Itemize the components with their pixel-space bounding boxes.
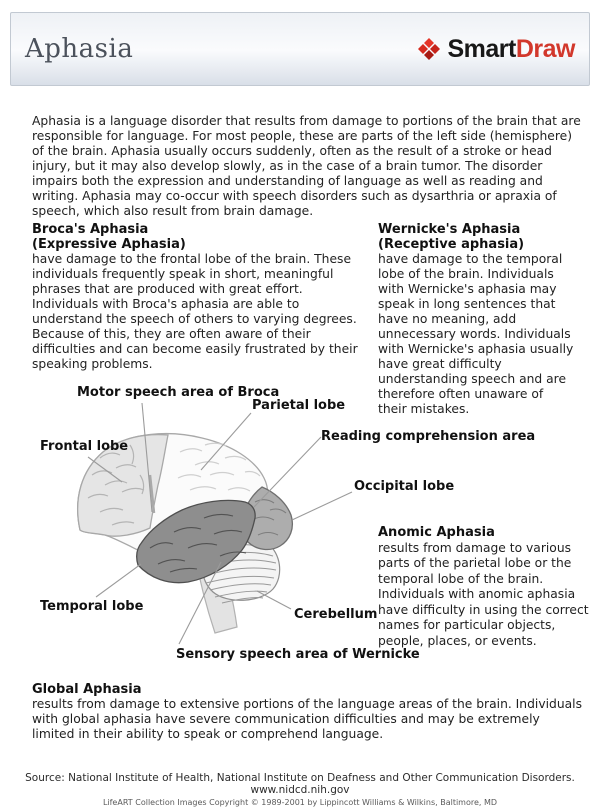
anomic-body: results from damage to various parts of the parietal lobe or the temporal lobe of the brain. Individuals with anomic aphasia have difficulty in using the correct names for particular objects, people, places, or events. xyxy=(378,540,589,648)
footer-copyright-text: LifeART Collection Images Copyright © 1989-2001 by Lippincott Williams & Wilkins, Baltimore, MD xyxy=(102,798,498,807)
anomic-section xyxy=(378,525,594,649)
label-wernicke-area: Sensory speech area of Wernicke xyxy=(176,647,420,662)
global-section xyxy=(32,682,582,742)
broca-body: have damage to the frontal lobe of the brain. These individuals frequently speak in short, meaningful phrases that are produced with great effort. Individuals with Broca's aphasia are able to understand the speech of others to varying degrees. Because of this, they are often aware of their difficulties and can become easily frustrated by their speaking problems. xyxy=(32,252,358,371)
global-body: results from damage to extensive portions of the language areas of the brain. Individuals with global aphasia have severe communication difficulties and may be extremely limited in their ability to speak or comprehend language. xyxy=(32,697,582,741)
anomic-heading: Anomic Aphasia xyxy=(378,525,495,540)
label-occipital-lobe: Occipital lobe xyxy=(354,479,455,494)
brain-diagram xyxy=(0,380,600,676)
leader-reading xyxy=(254,437,321,507)
broca-heading-line1: Broca's Aphasia xyxy=(32,222,149,237)
footer xyxy=(0,772,600,807)
label-reading-area: Reading comprehension area xyxy=(321,429,536,444)
label-frontal-lobe: Frontal lobe xyxy=(40,439,129,454)
leader-cerebellum xyxy=(257,591,291,609)
broca-heading-line2: (Expressive Aphasia) xyxy=(32,237,186,252)
smartdraw-diamond-icon xyxy=(417,37,441,61)
smartdraw-wordmark xyxy=(447,35,575,64)
wernicke-heading-line1: Wernicke's Aphasia xyxy=(378,222,521,237)
leader-occipital xyxy=(292,492,352,520)
wernicke-body: have damage to the temporal lobe of the brain. Individuals with Wernicke's aphasia may speak in long sentences that have no meaning, add unnecessary words. Individuals with Wernicke's aphasia usually have great difficulty understanding speech and are therefore often unaware of their mistakes. xyxy=(378,252,574,416)
smartdraw-logo xyxy=(417,35,575,64)
logo-text-draw: Draw xyxy=(515,34,575,63)
label-temporal-lobe: Temporal lobe xyxy=(40,599,144,614)
logo-text-smart: Smart xyxy=(447,34,516,63)
label-parietal-lobe: Parietal lobe xyxy=(252,398,346,413)
header xyxy=(10,12,590,86)
label-cerebellum: Cerebellum xyxy=(294,607,378,622)
label-motor-speech-area: Motor speech area of Broca xyxy=(77,385,280,400)
leader-temporal xyxy=(96,564,141,597)
page-title: Aphasia xyxy=(25,34,134,64)
intro-paragraph: Aphasia is a language disorder that results from damage to portions of the brain that are responsible for language. For most people, these are parts of the left side (hemisphere) of the brain. Aphasia usually occurs suddenly, often as the result of a stroke or head injury, but it may also develop slowly, as in the case of a brain tumor. The disorder impairs both the expression and understanding of language as well as reading and writing. Aphasia may co-occur with speech disorders such as dysarthria or apraxia of speech, which also result from brain damage. xyxy=(32,114,581,218)
footer-source-text: Source: National Institute of Health, National Institute on Deafness and Other Communication Disorders. www.nidcd.nih.gov xyxy=(25,772,575,796)
global-heading: Global Aphasia xyxy=(32,682,142,697)
wernicke-heading-line2: (Receptive aphasia) xyxy=(378,237,525,252)
broca-section xyxy=(32,222,364,372)
